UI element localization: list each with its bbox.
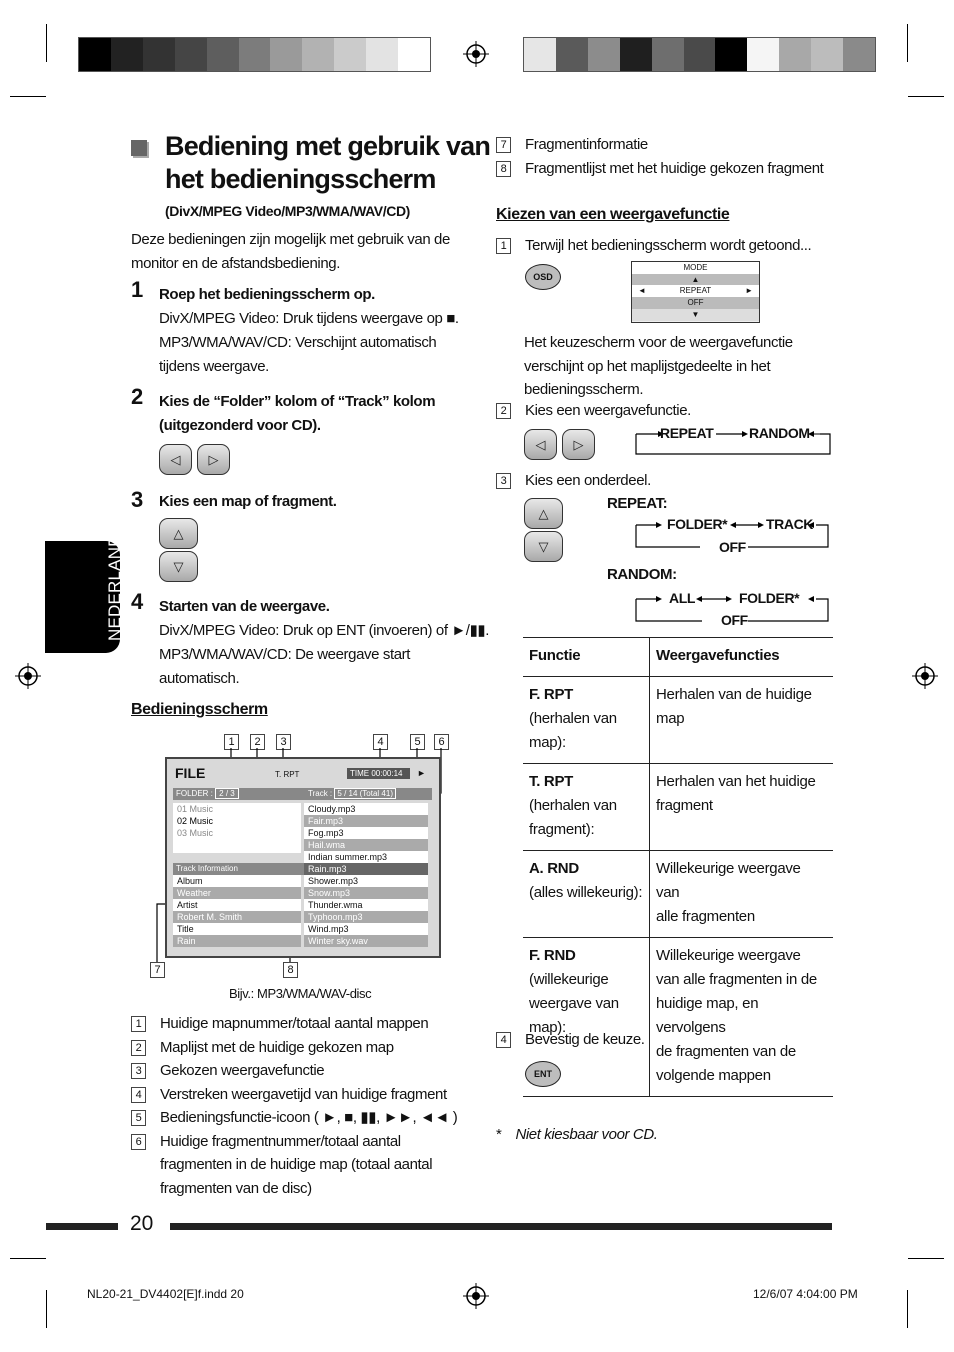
step-1 bbox=[159, 283, 459, 379]
registration-target-icon bbox=[15, 663, 41, 689]
table-header-cell: Weergavefuncties bbox=[650, 638, 834, 677]
legend-number: 6 bbox=[131, 1134, 146, 1150]
page-title-line: Bediening met gebruik van bbox=[165, 131, 491, 161]
step-number: 1 bbox=[131, 277, 144, 302]
flow-track: TRACK bbox=[766, 516, 813, 532]
table-cell bbox=[650, 677, 834, 764]
table-row bbox=[523, 764, 833, 851]
table-header-row bbox=[523, 638, 833, 677]
substep-4 bbox=[496, 1031, 645, 1048]
crop-mark bbox=[46, 24, 47, 62]
callout: 7 bbox=[150, 962, 165, 978]
legend-text: fragmenten in de huidige map (totaal aantal bbox=[160, 1156, 433, 1173]
registration-target-icon bbox=[463, 1283, 489, 1309]
substep-text: Terwijl het bedieningsscherm wordt getoond... bbox=[525, 237, 812, 254]
color-patch bbox=[366, 38, 398, 71]
legend-text: Maplijst met de huidige gekozen map bbox=[160, 1038, 394, 1056]
time-label: TIME bbox=[350, 769, 370, 778]
cell-line: van alle fragmenten in de bbox=[656, 971, 817, 988]
list-item[interactable]: Shower.mp3 bbox=[308, 876, 359, 886]
random-options-label: RANDOM: bbox=[607, 566, 677, 583]
crop-mark bbox=[907, 24, 908, 62]
crop-mark bbox=[10, 96, 46, 97]
cell-line: map): bbox=[529, 734, 566, 751]
menu-mode-label: MODE bbox=[632, 262, 759, 274]
cell-line: volgende mappen bbox=[656, 1067, 771, 1084]
callout: 4 bbox=[373, 734, 388, 750]
description-line: verschijnt op het maplijstgedeelte in het bbox=[524, 357, 771, 375]
mode-menu bbox=[631, 261, 760, 323]
table-cell bbox=[523, 764, 650, 851]
color-patch bbox=[652, 38, 684, 71]
legend-item bbox=[496, 133, 823, 157]
cell-line: fragment): bbox=[529, 821, 595, 838]
legend-number: 5 bbox=[131, 1110, 146, 1126]
menu-left-icon[interactable]: ◄ bbox=[638, 286, 646, 295]
step-number: 3 bbox=[131, 487, 144, 512]
cell-line: map): bbox=[529, 1019, 566, 1036]
step-text: DivX/MPEG Video: Druk op ENT (invoeren) of ►/▮▮. bbox=[159, 622, 490, 639]
crop-mark bbox=[908, 1258, 944, 1259]
callout: 5 bbox=[410, 734, 425, 750]
title-square-icon bbox=[131, 140, 147, 156]
legend-number: 8 bbox=[496, 161, 511, 177]
list-item[interactable]: 01 Music bbox=[177, 804, 214, 814]
left-button[interactable]: ◁ bbox=[159, 444, 192, 475]
list-item[interactable]: Typhoon.mp3 bbox=[304, 911, 428, 923]
page-bar-left bbox=[46, 1223, 118, 1230]
side-tab bbox=[45, 522, 124, 653]
page-title-line: het bedieningsscherm bbox=[165, 164, 436, 194]
footnote bbox=[496, 1126, 658, 1143]
cell-line: A. RND bbox=[529, 860, 579, 877]
up-button[interactable]: △ bbox=[159, 518, 198, 549]
list-item[interactable]: Weather bbox=[173, 887, 301, 899]
osd-button[interactable]: OSD bbox=[525, 264, 561, 290]
cell-line: huidige map, en vervolgens bbox=[656, 995, 759, 1036]
substep-3 bbox=[496, 472, 651, 489]
legend-text: Gekozen weergavefunctie bbox=[160, 1062, 325, 1079]
down-button[interactable]: ▽ bbox=[524, 531, 563, 562]
right-button[interactable]: ▷ bbox=[197, 444, 230, 475]
intro-text bbox=[131, 228, 450, 276]
footer-date: 12/6/07 4:04:00 PM bbox=[753, 1287, 858, 1301]
step-heading: (uitgezonderd voor CD). bbox=[159, 417, 321, 434]
step-heading: Roep het bedieningsscherm op. bbox=[159, 286, 375, 303]
legend-number: 3 bbox=[131, 1063, 146, 1079]
list-item[interactable]: Album bbox=[177, 876, 203, 886]
folder-list bbox=[173, 803, 301, 853]
legend-list bbox=[131, 1012, 457, 1200]
cell-line: Herhalen van het huidige bbox=[656, 773, 816, 790]
list-item[interactable]: Title bbox=[177, 924, 194, 934]
table-row bbox=[523, 938, 833, 1097]
cell-line: de fragmenten van de bbox=[656, 1043, 796, 1060]
play-icon: ► bbox=[417, 768, 426, 778]
color-patch bbox=[302, 38, 334, 71]
page-bar-right bbox=[170, 1223, 832, 1230]
track-list bbox=[304, 803, 428, 947]
right-button[interactable]: ▷ bbox=[562, 429, 595, 460]
list-item[interactable]: Hail.wma bbox=[304, 839, 428, 851]
screen-caption: Bijv.: MP3/WMA/WAV-disc bbox=[229, 986, 372, 1001]
table-cell bbox=[650, 938, 834, 1097]
color-patch bbox=[715, 38, 747, 71]
folder-bar bbox=[173, 788, 304, 800]
list-item[interactable]: Snow.mp3 bbox=[304, 887, 428, 899]
folder-bar-label: FOLDER : bbox=[176, 789, 213, 798]
cell-line: F. RPT bbox=[529, 686, 574, 703]
substep-text: Bevestig de keuze. bbox=[525, 1031, 645, 1048]
legend-text: Bedieningsfunctie-icoon ( ►, ■, ▮▮, ►►, ◄◄ ) bbox=[160, 1109, 458, 1126]
legend-item bbox=[131, 1106, 457, 1130]
substep-number: 1 bbox=[496, 238, 511, 254]
list-item[interactable]: Fog.mp3 bbox=[308, 828, 344, 838]
color-patch bbox=[270, 38, 302, 71]
step-heading: Kies een map of fragment. bbox=[159, 493, 337, 510]
substep-number: 4 bbox=[496, 1032, 511, 1048]
cell-line: F. RND bbox=[529, 947, 576, 964]
color-patch bbox=[588, 38, 620, 71]
flow-off: OFF bbox=[721, 612, 748, 628]
cell-line: (herhalen van bbox=[529, 710, 617, 727]
step-text: MP3/WMA/WAV/CD: De weergave start bbox=[159, 646, 411, 663]
repeat-options-label: REPEAT: bbox=[607, 495, 668, 512]
substep-1 bbox=[496, 237, 811, 254]
color-patch bbox=[620, 38, 652, 71]
crop-mark bbox=[10, 1258, 46, 1259]
legend-text: Fragmentlijst met het huidige gekozen fragment bbox=[525, 159, 824, 177]
color-patch bbox=[79, 38, 111, 71]
color-patch bbox=[175, 38, 207, 71]
color-patch bbox=[524, 38, 556, 71]
track-bar bbox=[304, 788, 432, 800]
color-patch bbox=[779, 38, 811, 71]
page-number: 20 bbox=[130, 1212, 154, 1235]
footnote-mark: * bbox=[496, 1126, 502, 1143]
up-button[interactable]: △ bbox=[524, 498, 563, 529]
legend-item bbox=[131, 1012, 457, 1036]
legend-text: fragmenten van de disc) bbox=[160, 1179, 312, 1197]
legend-item bbox=[496, 157, 823, 181]
color-patch bbox=[684, 38, 716, 71]
legend-item bbox=[131, 1059, 457, 1083]
menu-down-icon[interactable]: ▼ bbox=[632, 309, 759, 321]
legend-text: Fragmentinformatie bbox=[525, 136, 648, 153]
list-item[interactable]: Rain.mp3 bbox=[304, 863, 428, 875]
substep-text: Kies een onderdeel. bbox=[525, 472, 651, 489]
cell-line: Herhalen van de huidige bbox=[656, 686, 812, 703]
menu-right-icon[interactable]: ► bbox=[745, 286, 753, 295]
track-bar-label: Track : bbox=[308, 789, 333, 798]
step-2 bbox=[159, 390, 435, 438]
substep-number: 3 bbox=[496, 473, 511, 489]
ent-button[interactable]: ENT bbox=[525, 1061, 561, 1087]
cell-line: (willekeurige bbox=[529, 971, 609, 988]
list-item[interactable]: Rain bbox=[173, 935, 301, 947]
table-cell bbox=[650, 851, 834, 938]
cell-line: alle fragmenten bbox=[656, 908, 755, 925]
step-heading: Starten van de weergave. bbox=[159, 598, 330, 615]
track-info-header: Track Information bbox=[173, 863, 304, 875]
callout: 3 bbox=[276, 734, 291, 750]
repeat-label: REPEAT bbox=[607, 495, 663, 512]
crop-mark bbox=[907, 1290, 908, 1328]
flow-off: OFF bbox=[719, 539, 746, 555]
legend-number: 7 bbox=[496, 137, 511, 153]
registration-target-icon bbox=[463, 41, 489, 67]
list-item[interactable]: Thunder.wma bbox=[308, 900, 363, 910]
flow-random: RANDOM bbox=[749, 425, 810, 441]
file-label: FILE bbox=[175, 765, 206, 781]
legend-item bbox=[131, 1083, 457, 1107]
color-patch bbox=[143, 38, 175, 71]
callout: 6 bbox=[434, 734, 449, 750]
page-title bbox=[165, 130, 490, 196]
step-text: tijdens weergave. bbox=[159, 358, 269, 375]
substep-2 bbox=[496, 402, 691, 419]
menu-repeat-row[interactable] bbox=[632, 285, 759, 297]
left-button[interactable]: ◁ bbox=[524, 429, 557, 460]
substep-number: 2 bbox=[496, 403, 511, 419]
time-value: 00:00:14 bbox=[371, 769, 403, 778]
legend-item bbox=[131, 1130, 457, 1154]
color-swatch-right bbox=[523, 37, 876, 72]
color-patch bbox=[334, 38, 366, 71]
callout: 1 bbox=[224, 734, 239, 750]
step-number: 4 bbox=[131, 589, 144, 614]
cell-line: (herhalen van bbox=[529, 797, 617, 814]
flow-all: ALL bbox=[669, 590, 696, 606]
time-display bbox=[347, 768, 410, 779]
callout: 8 bbox=[283, 962, 298, 978]
step-4 bbox=[159, 595, 489, 691]
color-patch bbox=[111, 38, 143, 71]
cell-line: Willekeurige weergave van bbox=[656, 860, 801, 901]
crop-mark bbox=[46, 1290, 47, 1328]
legend-text: Verstreken weergavetijd van huidige fragment bbox=[160, 1085, 447, 1103]
color-patch bbox=[239, 38, 271, 71]
step-heading: Kies de “Folder” kolom of “Track” kolom bbox=[159, 393, 436, 410]
mode-description bbox=[524, 331, 793, 402]
step-text: MP3/WMA/WAV/CD: Verschijnt automatisch bbox=[159, 334, 437, 351]
cell-line: (alles willekeurig): bbox=[529, 884, 643, 901]
description-line: Het keuzescherm voor de weergavefunctie bbox=[524, 334, 793, 351]
table-cell bbox=[523, 677, 650, 764]
legend-text: Huidige mapnummer/totaal aantal mappen bbox=[160, 1015, 429, 1032]
footer-filename: NL20-21_DV4402[E]f.indd 20 bbox=[87, 1287, 244, 1301]
down-button[interactable]: ▽ bbox=[159, 551, 198, 582]
list-item[interactable]: Wind.mp3 bbox=[308, 924, 349, 934]
color-patch bbox=[556, 38, 588, 71]
table-cell bbox=[650, 764, 834, 851]
folder-count: 2 / 3 bbox=[215, 788, 239, 799]
description-line: bedieningsscherm. bbox=[524, 381, 644, 398]
intro-line: monitor en de afstandsbediening. bbox=[131, 255, 341, 272]
table-row bbox=[523, 677, 833, 764]
cell-line: weergave van bbox=[529, 995, 619, 1012]
intro-line: Deze bedieningen zijn mogelijk met gebruik van de bbox=[131, 231, 450, 248]
list-item[interactable]: 03 Music bbox=[177, 828, 214, 838]
cell-line: fragment bbox=[656, 797, 713, 814]
step-number: 2 bbox=[131, 384, 144, 409]
random-label: RANDOM bbox=[607, 566, 673, 583]
table-header-cell: Functie bbox=[523, 638, 650, 677]
menu-repeat-label: REPEAT bbox=[679, 286, 712, 295]
table-row bbox=[523, 851, 833, 938]
list-item[interactable]: Fair.mp3 bbox=[304, 815, 428, 827]
cell-line: map bbox=[656, 710, 685, 727]
legend-number: 4 bbox=[131, 1087, 146, 1103]
list-item[interactable]: Artist bbox=[177, 900, 198, 910]
legend-list-continued bbox=[496, 133, 823, 180]
track-info-list bbox=[173, 875, 301, 947]
menu-up-icon[interactable]: ▲ bbox=[632, 274, 759, 285]
legend-number: 2 bbox=[131, 1040, 146, 1056]
footnote-text: Niet kiesbaar voor CD. bbox=[515, 1126, 658, 1143]
cell-line: T. RPT bbox=[529, 773, 574, 790]
menu-off-label: OFF bbox=[632, 297, 759, 309]
list-item[interactable]: Cloudy.mp3 bbox=[308, 804, 356, 814]
section-heading: Kiezen van een weergavefunctie bbox=[496, 206, 730, 223]
list-item[interactable]: Winter sky.wav bbox=[304, 935, 428, 947]
flow-repeat: REPEAT bbox=[660, 425, 714, 441]
crop-mark bbox=[908, 96, 944, 97]
color-patch bbox=[398, 38, 430, 71]
section-heading: Bedieningsscherm bbox=[131, 701, 268, 718]
callout: 2 bbox=[250, 734, 265, 750]
track-count: 5 / 14 (Total 41) bbox=[334, 788, 396, 799]
registration-target-icon bbox=[912, 663, 938, 689]
list-item[interactable]: 02 Music bbox=[173, 815, 301, 827]
color-patch bbox=[811, 38, 843, 71]
substep-text: Kies een weergavefunctie. bbox=[525, 402, 691, 419]
color-patch bbox=[843, 38, 875, 71]
flow-folder: FOLDER* bbox=[739, 590, 800, 606]
legend-number: 1 bbox=[131, 1016, 146, 1032]
legend-text: Huidige fragmentnummer/totaal aantal bbox=[160, 1132, 401, 1150]
repeat-mode: T. RPT bbox=[275, 770, 300, 779]
control-screen bbox=[165, 757, 441, 958]
flow-folder: FOLDER* bbox=[667, 516, 728, 532]
color-patch bbox=[747, 38, 779, 71]
step-text: DivX/MPEG Video: Druk tijdens weergave op ■. bbox=[159, 310, 459, 327]
table-cell bbox=[523, 851, 650, 938]
list-item[interactable]: Robert M. Smith bbox=[173, 911, 301, 923]
legend-item bbox=[131, 1036, 457, 1060]
color-swatch-left bbox=[78, 37, 431, 72]
cell-line: Willekeurige weergave bbox=[656, 947, 801, 964]
step-text: automatisch. bbox=[159, 670, 240, 687]
side-tab-label: NEDERLANDS bbox=[105, 522, 124, 641]
list-item[interactable]: Indian summer.mp3 bbox=[308, 852, 388, 862]
color-patch bbox=[207, 38, 239, 71]
function-table bbox=[523, 637, 833, 1097]
formats-subtitle: (DivX/MPEG Video/MP3/WMA/WAV/CD) bbox=[165, 203, 410, 219]
